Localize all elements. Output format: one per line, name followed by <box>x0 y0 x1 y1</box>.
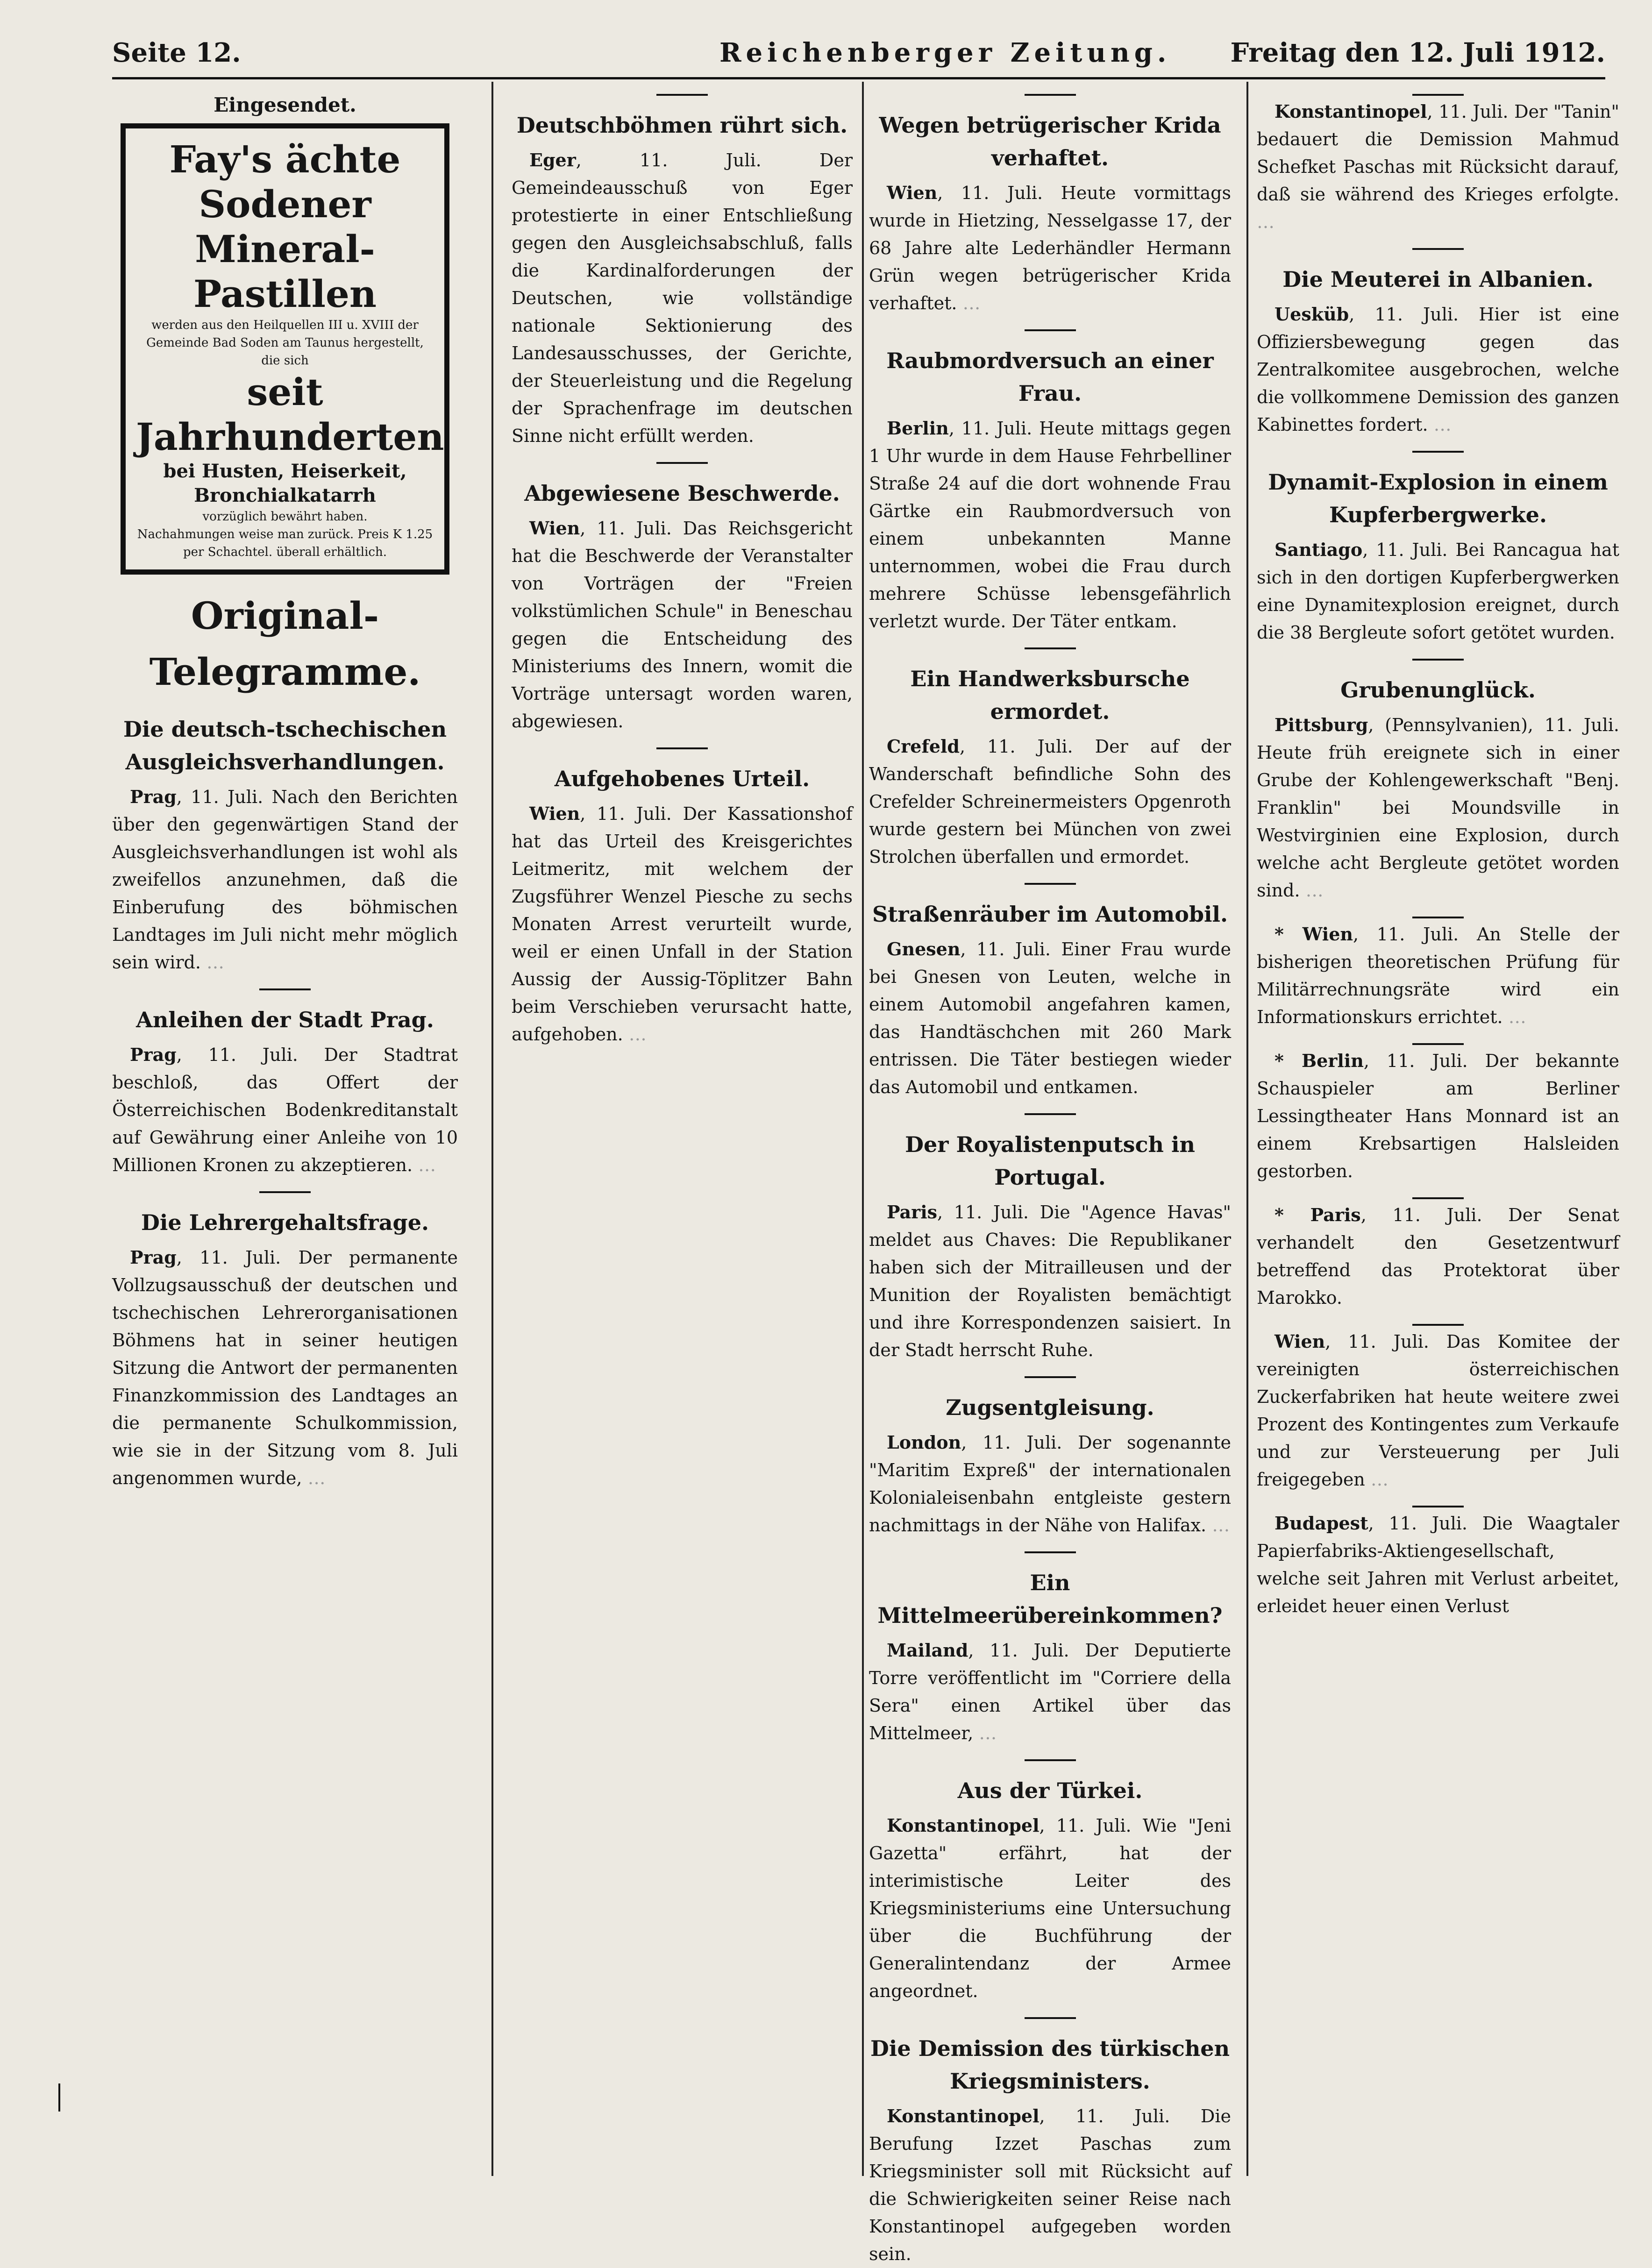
ad-slogan: seit Jahrhunderten <box>136 370 444 459</box>
article-date: 11. Juli. <box>1348 1331 1429 1352</box>
article-dateline: Wien <box>887 182 938 203</box>
article <box>512 462 853 735</box>
article-separator <box>1025 1376 1076 1378</box>
article-separator <box>656 462 708 464</box>
article-date: 11. Juli. <box>597 518 672 539</box>
article-date: 11. Juli. <box>1376 924 1459 945</box>
article-dateline: London <box>887 1432 961 1453</box>
article-date: 11. Juli. <box>199 1247 281 1268</box>
article-dateline: Uesküb <box>1275 304 1349 325</box>
article-text: Der Kassationshof hat das Urteil des Kreisgerichtes Leitmeritz, mit welchem der Zugsführer Wenzel Piesche zu sechs Monaten Arrest verurteilt wurde, weil er einen Unfall in der Station Aussig der Aussig-Töplitzer Bahn beim Verschieben verursacht hatte, aufgehoben. <box>512 803 853 1045</box>
article-headline: Ein Handwerksbursche ermordet. <box>910 666 1190 724</box>
article-separator <box>1025 1551 1076 1553</box>
article-body: Pittsburg, (Pennsylvanien), 11. Juli. Heute früh ereignete sich in einer Grube der Kohlengewerkschaft "Benj. Franklin" bei Moundsville in Westvirginien eine Explosion, durch welche acht Bergleute getötet worden sind. … <box>1257 714 1619 901</box>
article-body: Budapest, 11. Juli. Die Waagtaler Papierfabriks-Aktiengesellschaft, welche seit Jahren mit Verlust arbeitet, erleidet heuer einen Verlust <box>1257 1513 1619 1616</box>
newspaper-title: Reichenberger Zeitung. <box>719 37 1171 68</box>
article-body: London, 11. Juli. Der sogenannte "Maritim Expreß" der internationalen Kolonialeisenbahn entgleiste gestern nachmittags in der Nähe von Halifax. … <box>869 1432 1231 1536</box>
article <box>512 747 853 1048</box>
article-headline: Die Demission des türkischen Kriegsministers. <box>870 2036 1230 2094</box>
article-text: Der Deputierte Torre veröffentlicht im "Corriere della Sera" einen Artikel über das Mittelmeer, <box>869 1640 1231 1743</box>
page-number: Seite 12. <box>112 37 241 68</box>
article-headline: Die Lehrergehaltsfrage. <box>141 1210 429 1235</box>
article-headline: Abgewiesene Beschwerde. <box>524 481 840 506</box>
article-date: 11. Juli. <box>1389 1513 1467 1534</box>
article-separator <box>1412 1324 1464 1326</box>
article-text: Einer Frau wurde bei Gnesen von Leuten, welche in einem Automobil angefahren kamen, das Handtäschchen mit 260 Mark entrissen. Die Täter bestiegen wieder das Automobil und entkamen. <box>869 939 1231 1097</box>
article-text: Das Komitee der vereinigten österreichischen Zuckerfabriken hat heute weitere zwei Prozent des Kontingentes zum Verkaufe und zur Versteuerung per Juli freigegeben <box>1257 1331 1619 1490</box>
article-body: Eger, 11. Juli. Der Gemeindeausschuß von Eger protestierte in einer Entschließung gegen den Ausgleichsabschluß, falls die Kardinalforderungen der Deutschen, wie vollständige nationale Sektionierung des Landesausschusses, der Gerichte, der Steuerleistung und die Regelung der Sprachenfrage im deutschen Sinne nicht erfüllt werden. <box>512 149 853 446</box>
article-separator <box>1025 1759 1076 1761</box>
article-date: (Pennsylvanien), 11. Juli. <box>1385 715 1619 735</box>
article-dateline: Gnesen <box>887 938 961 960</box>
article-date: 11. Juli. <box>191 787 263 807</box>
article-separator <box>1025 647 1076 649</box>
article-separator <box>1412 1197 1464 1199</box>
article-continuation: … <box>1305 880 1324 901</box>
article <box>869 94 1231 317</box>
article-body: Mailand, 11. Juli. Der Deputierte Torre veröffentlicht im "Corriere della Sera" einen Artikel über das Mittelmeer, … <box>869 1640 1231 1743</box>
article-dateline: Berlin <box>887 418 949 439</box>
article-separator <box>1412 94 1464 96</box>
article-date: 11. Juli. <box>208 1045 298 1065</box>
article-body: Uesküb, 11. Juli. Hier ist eine Offiziersbewegung gegen das Zentralkomitee ausgebrochen, welche die vollkommene Demission des ganzen Kabinettes fordert. … <box>1257 304 1619 435</box>
ad-origin: werden aus den Heilquellen III u. XVIII der Gemeinde Bad Soden am Taunus hergestellt, die sich <box>146 318 424 368</box>
advertisement <box>121 123 449 575</box>
article-text: Der auf der Wanderschaft befindliche Sohn des Crefelder Schreinermeisters Opgenroth wurde gestern bei München von zwei Strolchen überfallen und ermordet. <box>869 736 1231 867</box>
article-text: Das Reichsgericht hat die Beschwerde der Veranstalter von Vorträgen der "Freien volkstümlichen Schule" in Beneschau gegen die Entscheidung des Ministeriums des Innern, womit die Vorträge untersagt worden waren, abgewiesen. <box>512 518 853 732</box>
article-separator <box>1025 329 1076 331</box>
article-text: An Stelle der bisherigen theoretischen Prüfung für Militärrechnungsräte wird ein Informationskurs errichtet. <box>1257 924 1619 1027</box>
article-text: Der permanente Vollzugsausschuß der deutschen und tschechischen Lehrerorganisationen Böhmens hat in seiner heutigen Sitzung die Antwort der permanenten Finanzkommission des Landtages an die permanente Schulkommission, wie sie in der Sitzung vom 8. Juli angenommen wurde, <box>112 1247 458 1488</box>
article-dateline: * Berlin <box>1275 1050 1364 1071</box>
article <box>869 1759 1231 2005</box>
article <box>869 883 1231 1101</box>
article-dateline: Crefeld <box>887 736 960 757</box>
article-dateline: Mailand <box>887 1640 968 1661</box>
article <box>869 647 1231 871</box>
article <box>112 988 458 1179</box>
article-text: Heute mittags gegen 1 Uhr wurde in dem Hause Fehrbelliner Straße 24 auf die dort wohnende Frau Gärtke ein Raubmordversuch von einem unbekannten Manne unternommen, wobei die Frau durch mehrere Schüsse lebensgefährlich verletzt wurde. Der Täter entkam. <box>869 418 1231 632</box>
article-dateline: Prag <box>130 1247 177 1268</box>
column-divider <box>491 82 493 2176</box>
article-separator <box>656 94 708 96</box>
article-text: Hier ist eine Offiziersbewegung gegen das Zentralkomitee ausgebrochen, welche die vollkommene Demission des ganzen Kabinettes fordert. <box>1257 304 1619 435</box>
article-dateline: Wien <box>529 518 580 539</box>
article-date: 11. Juli. <box>976 939 1051 960</box>
article-date: 11. Juli. <box>990 1640 1069 1661</box>
article-dateline: Prag <box>130 786 177 807</box>
article-text: Bei Rancagua hat sich in den dortigen Kupferbergwerken eine Dynamitexplosion ereignet, durch die 38 Bergleute sofort getötet wurden. <box>1257 540 1619 643</box>
article-headline: Deutschböhmen rührt sich. <box>516 113 848 138</box>
article-headline: Ein Mittelmeerübereinkommen? <box>877 1570 1223 1628</box>
article-date: 11. Juli. <box>1374 304 1459 325</box>
article <box>1257 1506 1619 1620</box>
article-text: Der Gemeindeausschuß von Eger protestierte in einer Entschließung gegen den Ausgleichsabschluß, falls die Kardinalforderungen der Deutschen, wie vollständige nationale Sektionierung des Landesausschusses, der Gerichte, der Steuerleistung und die Regelung der Sprachenfrage im deutschen Sinne nicht erfüllt werden. <box>512 150 853 446</box>
article-text: Der sogenannte "Maritim Expreß" der internationalen Kolonialeisenbahn entgleiste gestern nachmittags in der Nähe von Halifax. <box>869 1432 1231 1536</box>
ad-product: Sodener Mineral-Pastillen <box>193 182 377 316</box>
article-date: 11. Juli. <box>1056 1815 1132 1836</box>
article-date: 11. Juli. <box>639 150 762 171</box>
article-continuation: … <box>962 293 981 313</box>
article-continuation: … <box>418 1155 436 1175</box>
article-body: * Berlin, 11. Juli. Der bekannte Schauspieler am Berliner Lessingtheater Hans Monnard ist an einem Krebsartigen Halsleiden gestorben. <box>1257 1050 1620 1181</box>
article <box>1257 1324 1619 1493</box>
article-separator <box>1025 1113 1076 1115</box>
article <box>1257 94 1619 236</box>
article-dateline: Pittsburg <box>1275 714 1368 735</box>
article-body: Berlin, 11. Juli. Heute mittags gegen 1 Uhr wurde in dem Hause Fehrbelliner Straße 24 auf die dort wohnende Frau Gärtke ein Raubmordversuch von einem unbekannten Manne unternommen, wobei die Frau durch mehrere Schüsse lebensgefährlich verletzt wurde. Der Täter entkam. <box>869 418 1231 632</box>
article-separator <box>1412 1506 1464 1507</box>
article-continuation: … <box>979 1723 997 1743</box>
article <box>1257 248 1619 439</box>
article-body: Wien, 11. Juli. Das Komitee der vereinigten österreichischen Zuckerfabriken hat heute weitere zwei Prozent des Kontingentes zum Verkaufe und zur Versteuerung per Juli freigegeben … <box>1257 1331 1619 1490</box>
article-date: 11. Juli. <box>961 183 1043 203</box>
article <box>869 329 1231 635</box>
article-dateline: Wien <box>1275 1331 1325 1352</box>
article-date: 11. Juli. <box>1387 1051 1468 1071</box>
article-body: Wien, 11. Juli. Heute vormittags wurde in Hietzing, Nesselgasse 17, der 68 Jahre alte Lederhändler Hermann Grün wegen betrügerischer Krida verhaftet. … <box>869 182 1231 313</box>
article <box>1257 1043 1619 1185</box>
article-text: Die "Agence Havas" meldet aus Chaves: Die Republikaner haben sich der Mitrailleusen und der Munition der Royalisten bemächtigt und ihre Korrespondenzen saisiert. In der Stadt herrscht Ruhe. <box>869 1202 1231 1360</box>
article-headline: Der Royalistenputsch in Portugal. <box>905 1132 1195 1190</box>
article <box>1257 1197 1619 1312</box>
article-continuation: … <box>307 1468 326 1488</box>
margin-mark <box>58 2083 60 2112</box>
article-body: * Wien, 11. Juli. An Stelle der bisherigen theoretischen Prüfung für Militärrechnungsräte wird ein Informationskurs errichtet. … <box>1257 924 1619 1027</box>
article <box>1257 917 1619 1031</box>
article-dateline: Konstantinopel <box>887 1815 1040 1836</box>
article-headline: Grubenunglück. <box>1340 677 1536 703</box>
article-text: Wie "Jeni Gazetta" erfährt, hat der interimistische Leiter des Kriegsministeriums eine Untersuchung über die Buchführung der Generalintendanz der Armee angeordnet. <box>869 1815 1231 2001</box>
article-date: 11. Juli. <box>961 418 1032 439</box>
article <box>1257 659 1619 904</box>
article-headline: Zugsentgleisung. <box>946 1395 1154 1420</box>
article-body: Crefeld, 11. Juli. Der auf der Wanderschaft befindliche Sohn des Crefelder Schreinermeisters Opgenroth wurde gestern bei München von zwei Strolchen überfallen und ermordet. <box>869 736 1231 867</box>
article-text: Der Stadtrat beschloß, das Offert der Österreichischen Bodenkreditanstalt auf Gewährung einer Anleihe von 10 Millionen Kronen zu akzeptieren. <box>112 1045 458 1175</box>
article-dateline: Eger <box>529 149 576 171</box>
article-dateline: Paris <box>887 1202 938 1223</box>
article-body: * Paris, 11. Juli. Der Senat verhandelt den Gesetzentwurf betreffend das Protektorat über Marokko. <box>1257 1204 1619 1308</box>
article-dateline: Budapest <box>1275 1513 1368 1534</box>
article <box>1257 451 1619 647</box>
article-dateline: * Paris <box>1275 1204 1361 1225</box>
article-dateline: * Wien <box>1275 924 1353 945</box>
article-headline: Aus der Türkei. <box>957 1778 1143 1803</box>
column-1 <box>112 82 458 2176</box>
article-separator <box>1412 451 1464 453</box>
article-headline: Die Meuterei in Albanien. <box>1282 267 1594 292</box>
article <box>112 1191 458 1492</box>
column-4 <box>1257 82 1619 2176</box>
article-body: Konstantinopel, 11. Juli. Der "Tanin" bedauert die Demission Mahmud Schefket Paschas mit Rücksicht darauf, daß sie während des Krieges erfolgte. … <box>1257 101 1619 232</box>
ad-use: bei Husten, Heiserkeit, Bronchialkatarrh <box>163 460 407 506</box>
article-body: Konstantinopel, 11. Juli. Wie "Jeni Gazetta" erfährt, hat der interimistische Leiter des Kriegsministeriums eine Untersuchung über die Buchführung der Generalintendanz der Armee angeordnet. <box>869 1815 1231 2001</box>
article-headline: Straßenräuber im Automobil. <box>872 902 1228 927</box>
article-dateline: Konstantinopel <box>1275 101 1427 122</box>
article-headline: Wegen betrügerischer Krida verhaftet. <box>879 113 1221 171</box>
article-headline: Anleihen der Stadt Prag. <box>136 1007 434 1032</box>
article <box>869 1551 1231 1747</box>
article <box>869 1376 1231 1539</box>
article-text: Heute vormittags wurde in Hietzing, Nesselgasse 17, der 68 Jahre alte Lederhändler Hermann Grün wegen betrügerischer Krida verhaftet. <box>869 183 1231 313</box>
issue-date: Freitag den 12. Juli 1912. <box>1230 37 1605 68</box>
article-date: 11. Juli. <box>954 1202 1029 1223</box>
article-date: 11. Juli. <box>1438 101 1509 122</box>
article-continuation: … <box>206 952 225 973</box>
masthead <box>112 28 1605 75</box>
article-separator <box>259 1191 311 1193</box>
article-dateline: Wien <box>529 803 580 824</box>
article-body: Gnesen, 11. Juli. Einer Frau wurde bei Gnesen von Leuten, welche in einem Automobil angefahren kamen, das Handtäschchen mit 260 Mark entrissen. Die Täter bestiegen wieder das Automobil und entkamen. <box>869 938 1231 1097</box>
article-continuation: … <box>1433 414 1452 435</box>
article-headline: Dynamit-Explosion in einem Kupferbergwerke. <box>1268 469 1608 527</box>
article <box>112 713 458 976</box>
article-headline: Die deutsch-tschechischen Ausgleichsverhandlungen. <box>123 717 447 775</box>
ad-note: vorzüglich bewährt haben. <box>202 510 368 524</box>
article-dateline: Santiago <box>1275 539 1363 560</box>
article-continuation: … <box>1370 1469 1389 1490</box>
article-separator <box>1025 94 1076 96</box>
article <box>869 2017 1231 2268</box>
column-divider <box>1246 82 1248 2176</box>
article-date: 11. Juli. <box>987 736 1073 757</box>
article-text: Die Waagtaler Papierfabriks-Aktiengesellschaft, welche seit Jahren mit Verlust arbeitet, erleidet heuer einen Verlust <box>1257 1513 1619 1616</box>
article-separator <box>1412 1043 1464 1045</box>
article-separator <box>1412 659 1464 661</box>
article-date: 11. Juli. <box>597 803 672 824</box>
article-continuation: … <box>1212 1515 1230 1536</box>
ad-price: Nachahmungen weise man zurück. Preis K 1.25 per Schachtel. überall erhältlich. <box>137 527 433 559</box>
article-date: 11. Juli. <box>983 1432 1062 1453</box>
article-body: Konstantinopel, 11. Juli. Die Berufung Izzet Paschas zum Kriegsminister soll mit Rücksicht auf die Schwierigkeiten seiner Reise nach Konstantinopel aufgegeben worden sein. <box>869 2105 1231 2264</box>
article-text: Der bekannte Schauspieler am Berliner Lessingtheater Hans Monnard ist an einem Krebsartigen Halsleiden gestorben. <box>1257 1051 1620 1181</box>
article-body: Prag, 11. Juli. Nach den Berichten über den gegenwärtigen Stand der Ausgleichsverhandlungen ist wohl als zweifellos anzunehmen, daß die Einberufung des böhmischen Landtages im Juli nicht mehr möglich sein wird. … <box>112 786 458 973</box>
article-body: Prag, 11. Juli. Der Stadtrat beschloß, das Offert der Österreichischen Bodenkreditanstalt auf Gewährung einer Anleihe von 10 Millionen Kronen zu akzeptieren. … <box>112 1044 458 1175</box>
article-dateline: Prag <box>130 1044 177 1065</box>
article-text: Die Berufung Izzet Paschas zum Kriegsminister soll mit Rücksicht auf die Schwierigkeiten seiner Reise nach Konstantinopel aufgegeben worden sein. <box>869 2106 1231 2264</box>
section-title: Original-Telegramme. <box>149 594 421 694</box>
article-date: 11. Juli. <box>1075 2106 1170 2126</box>
article-body: Santiago, 11. Juli. Bei Rancagua hat sich in den dortigen Kupferbergwerken eine Dynamitexplosion ereignet, durch die 38 Bergleute sofort getötet wurden. <box>1257 539 1619 643</box>
ad-label: Eingesendet. <box>214 93 356 116</box>
article-body: Wien, 11. Juli. Das Reichsgericht hat die Beschwerde der Veranstalter von Vorträgen der "Freien volkstümlichen Schule" in Beneschau gegen die Entscheidung des Ministeriums des Innern, womit die Vorträge untersagt worden waren, abgewiesen. <box>512 518 853 732</box>
article-separator <box>1025 2017 1076 2019</box>
article-dateline: Konstantinopel <box>887 2105 1040 2126</box>
article-headline: Raubmordversuch an einer Frau. <box>886 348 1214 406</box>
ad-title: Fay's ächte <box>169 137 401 181</box>
article-date: 11. Juli. <box>1392 1205 1482 1225</box>
article-headline: Aufgehobenes Urteil. <box>554 766 810 791</box>
column-divider <box>862 82 864 2176</box>
masthead-rule <box>112 77 1605 79</box>
article-continuation: … <box>1508 1007 1526 1027</box>
article-body: Paris, 11. Juli. Die "Agence Havas" meldet aus Chaves: Die Republikaner haben sich der Mitrailleusen und der Munition der Royalisten bemächtigt und ihre Korrespondenzen saisiert. In der Stadt herrscht Ruhe. <box>869 1202 1231 1360</box>
column-3 <box>869 82 1231 2264</box>
article-text: Der "Tanin" bedauert die Demission Mahmud Schefket Paschas mit Rücksicht darauf, daß sie während des Krieges erfolgte. <box>1257 101 1619 205</box>
article-separator <box>656 747 708 749</box>
article-continuation: … <box>1257 212 1275 232</box>
article-body: Prag, 11. Juli. Der permanente Vollzugsausschuß der deutschen und tschechischen Lehrerorganisationen Böhmens hat in seiner heutigen Sitzung die Antwort der permanenten Finanzkommission des Landtages an die permanente Schulkommission, wie sie in der Sitzung vom 8. Juli angenommen wurde, … <box>112 1247 458 1488</box>
article-text: Heute früh ereignete sich in einer Grube der Kohlengewerkschaft "Benj. Franklin" bei Moundsville in Westvirginien eine Explosion, durch welche acht Bergleute getötet worden sind. <box>1257 742 1619 901</box>
article <box>869 1113 1231 1364</box>
article-text: Nach den Berichten über den gegenwärtigen Stand der Ausgleichsverhandlungen ist wohl als zweifellos anzunehmen, daß die Einberufung des böhmischen Landtages im Juli nicht mehr möglich sein wird. <box>112 787 458 973</box>
article-separator <box>259 988 311 990</box>
article-separator <box>1412 248 1464 250</box>
article-text: Der Senat verhandelt den Gesetzentwurf betreffend das Protektorat über Marokko. <box>1257 1205 1619 1308</box>
article-continuation: … <box>628 1024 647 1045</box>
article-date: 11. Juli. <box>1376 540 1448 560</box>
article-body: Wien, 11. Juli. Der Kassationshof hat das Urteil des Kreisgerichtes Leitmeritz, mit welchem der Zugsführer Wenzel Piesche zu sechs Monaten Arrest verurteilt wurde, weil er einen Unfall in der Station Aussig der Aussig-Töplitzer Bahn beim Verschieben verursacht hatte, aufgehoben. … <box>512 803 853 1045</box>
article <box>512 94 853 450</box>
article-separator <box>1412 917 1464 918</box>
article-separator <box>1025 883 1076 885</box>
column-2 <box>512 82 853 2176</box>
